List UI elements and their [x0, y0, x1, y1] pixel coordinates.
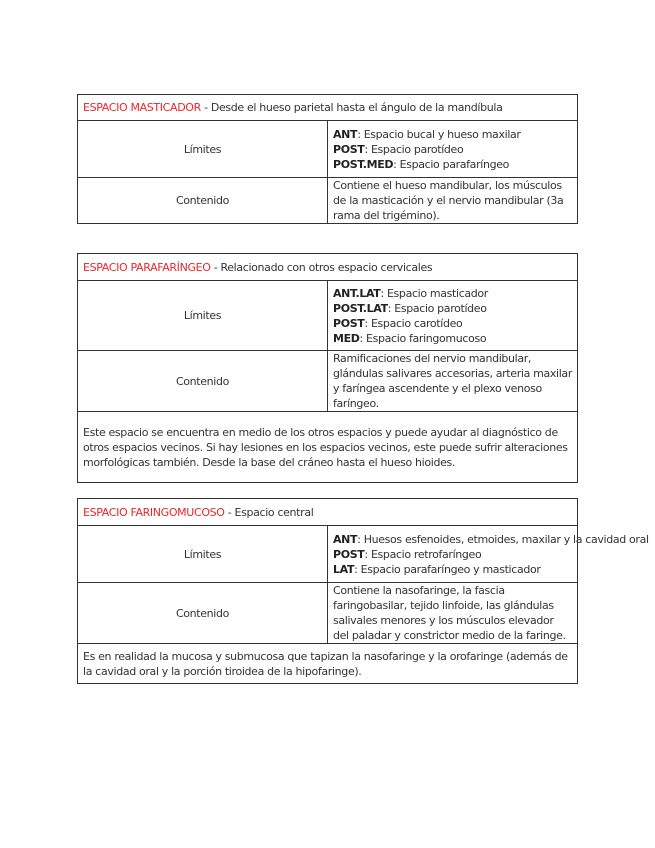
limit-item	[333, 157, 572, 172]
limit-value: : Espacio carotídeo	[364, 316, 463, 330]
space-subtitle: - Desde el hueso parietal hasta el ángulo de la mandíbula	[200, 101, 503, 114]
limit-item	[333, 331, 572, 346]
limit-key: POST	[333, 316, 365, 330]
limits-label: Límites	[78, 281, 328, 351]
limits-row	[78, 121, 578, 178]
space-table	[77, 498, 649, 684]
table-header-row	[78, 254, 578, 281]
space-table	[77, 94, 578, 224]
content-row	[78, 178, 578, 224]
limit-value: : Espacio parotídeo	[387, 301, 487, 315]
limit-value: : Espacio retrofaríngeo	[364, 547, 482, 561]
content-text: Contiene la nasofaringe, la fascia faringobasilar, tejido linfoide, las glándulas salivales menores y los músculos elevador del paladar y constrictor medio de la faringe.	[328, 583, 578, 644]
note-row	[78, 412, 578, 483]
content-text: Contiene el hueso mandibular, los músculos de la masticación y el nervio mandibular (3a rama del trigémino).	[328, 178, 578, 224]
space-table	[77, 253, 578, 483]
content-row	[78, 583, 578, 644]
limit-item	[333, 562, 572, 577]
limit-item	[333, 532, 649, 547]
limit-item	[333, 127, 572, 142]
limit-key: POST.MED	[333, 157, 394, 171]
content-text: Ramificaciones del nervio mandibular, glándulas salivares accesorias, arteria maxilar y faríngea ascendente y el plexo venoso faríngeo.	[328, 351, 578, 412]
limit-item	[333, 547, 572, 562]
content-label: Contenido	[78, 583, 328, 644]
limit-key: LAT	[333, 562, 355, 576]
table-header-row	[78, 499, 578, 526]
limit-value: : Espacio masticador	[380, 286, 488, 300]
note-row	[78, 644, 578, 684]
limit-key: ANT	[333, 127, 358, 141]
limit-item	[333, 286, 572, 301]
limit-item	[333, 316, 572, 331]
note-text: Es en realidad la mucosa y submucosa que tapizan la nasofaringe y la orofaringe (además de la cavidad oral y la porción tiroidea de la hipofaringe).	[78, 644, 578, 684]
note-text: Este espacio se encuentra en medio de los otros espacios y puede ayudar al diagnóstico de otros espacios vecinos. Si hay lesiones en los espacios vecinos, este puede sufrir alteraciones morfológicas también. Desde la base del cráneo hasta el hueso hioides.	[78, 412, 578, 483]
space-title: ESPACIO PARAFARÍNGEO	[83, 260, 211, 274]
limit-value: : Espacio parotídeo	[364, 142, 464, 156]
limits-label: Límites	[78, 121, 328, 178]
limit-item	[333, 301, 572, 316]
content-label: Contenido	[78, 351, 328, 412]
space-title: ESPACIO MASTICADOR	[83, 101, 201, 114]
limit-key: POST	[333, 142, 365, 156]
content-label: Contenido	[78, 178, 328, 224]
limit-key: ANT.LAT	[333, 286, 381, 300]
limit-key: ANT	[333, 532, 358, 546]
limit-value: : Espacio parafaríngeo y masticador	[354, 562, 541, 576]
limit-value: : Huesos esfenoides, etmoides, maxilar y la cavidad oral	[357, 532, 649, 546]
limits-label: Límites	[78, 526, 328, 583]
space-subtitle: - Relacionado con otros espacio cervicales	[210, 260, 433, 274]
space-title: ESPACIO FARINGOMUCOSO	[83, 505, 225, 519]
content-row	[78, 351, 578, 412]
limit-value: : Espacio bucal y hueso maxilar	[357, 127, 521, 141]
limit-item	[333, 142, 572, 157]
limit-value: : Espacio faringomucoso	[359, 331, 487, 345]
limit-key: POST.LAT	[333, 301, 388, 315]
limit-value: : Espacio parafaríngeo	[393, 157, 510, 171]
limits-row	[78, 281, 578, 351]
space-subtitle: - Espacio central	[224, 505, 314, 519]
limits-row	[78, 526, 578, 583]
limit-key: POST	[333, 547, 365, 561]
table-header-row	[78, 95, 578, 121]
limit-key: MED	[333, 331, 360, 345]
